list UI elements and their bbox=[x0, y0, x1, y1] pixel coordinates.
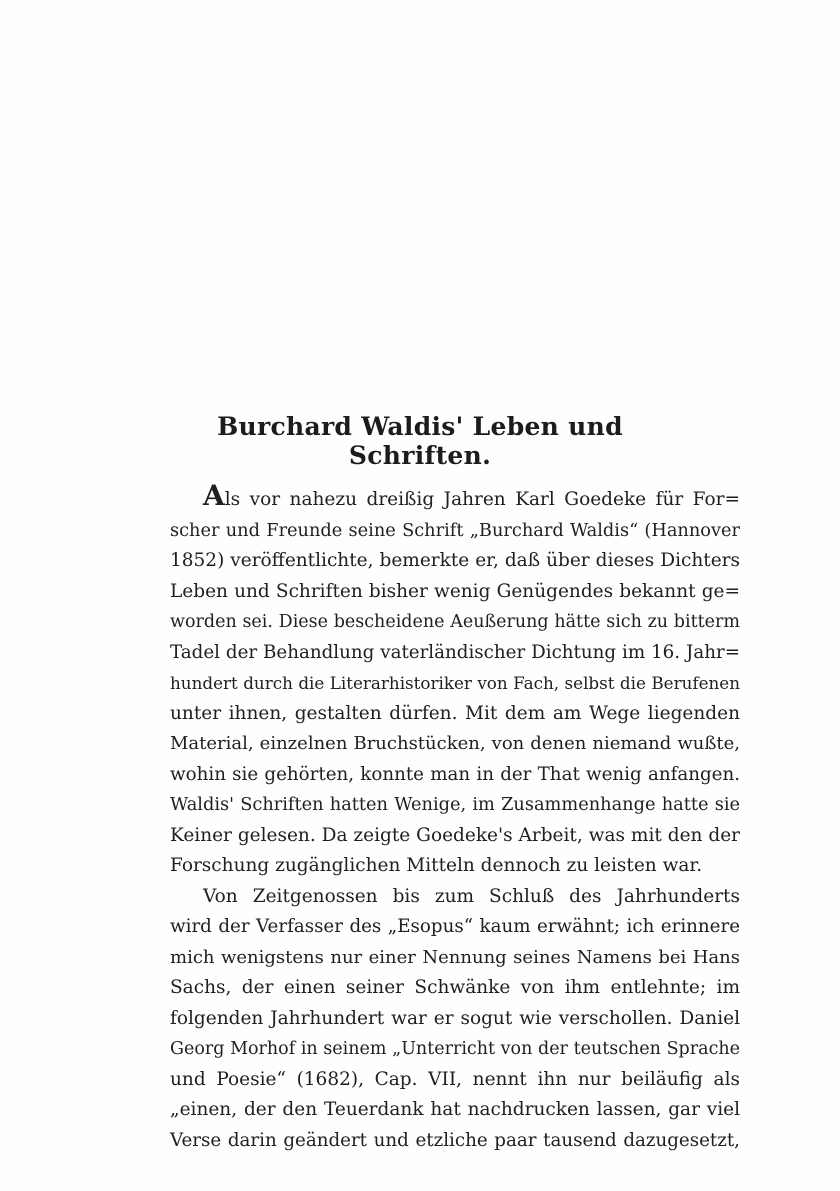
initial-letter: A bbox=[203, 479, 225, 512]
text-line: Waldis' Schriften hatten Wenige, im Zusammenhange hatte sie bbox=[170, 795, 740, 815]
text-line: wird der Verfasser des „Esopus“ kaum erwähnt; ich erinnere bbox=[170, 916, 740, 937]
text-line: Verse darin geändert und etzliche paar tausend dazugesetzt, bbox=[170, 1129, 740, 1151]
text-line: 1852) veröffentlichte, bemerkte er, daß über dieses Dichters bbox=[170, 550, 740, 571]
text-line: wohin sie gehörten, konnte man in der That wenig anfangen. bbox=[170, 763, 740, 785]
paragraph-2 bbox=[170, 882, 740, 1157]
text-line: Forschung zugänglichen Mitteln dennoch zu leisten war. bbox=[170, 855, 703, 876]
text-line: scher und Freunde seine Schrift „Burchard Waldis“ (Hannover bbox=[170, 520, 740, 541]
text-line: Leben und Schriften bisher wenig Genügendes bekannt ge= bbox=[170, 580, 740, 602]
chapter-title: Burchard Waldis' Leben und Schriften. bbox=[217, 412, 623, 470]
text-line: Georg Morhof in seinem „Unterricht von der teutschen Sprache bbox=[170, 1039, 740, 1059]
text-line: Keiner gelesen. Da zeigte Goedeke's Arbeit, was mit den der bbox=[170, 824, 740, 846]
text-line: und Poesie“ (1682), Cap. VII, nennt ihn nur beiläufig als bbox=[170, 1068, 740, 1090]
text-line: folgenden Jahrhundert war er sogut wie verschollen. Daniel bbox=[170, 1007, 740, 1029]
text-line: unter ihnen, gestalten dürfen. Mit dem am Wege liegenden bbox=[170, 702, 740, 724]
text-line: worden sei. Diese bescheidene Aeußerung hätte sich zu bitterm bbox=[170, 612, 740, 632]
text-line: „einen, der den Teuerdank hat nachdrucken lassen, gar viel bbox=[170, 1099, 740, 1120]
text-line: Als vor nahezu dreißig Jahren Karl Goedeke für For= bbox=[203, 479, 740, 512]
paragraph-1 bbox=[170, 479, 740, 882]
body-text bbox=[170, 479, 740, 1156]
text-line: hundert durch die Literarhistoriker von Fach, selbst die Berufenen bbox=[170, 673, 740, 693]
text-line: Von Zeitgenossen bis zum Schluß des Jahrhunderts bbox=[203, 885, 740, 907]
text-line: Tadel der Behandlung vaterländischer Dichtung im 16. Jahr= bbox=[170, 641, 740, 663]
text-line: Material, einzelnen Bruchstücken, von denen niemand wußte, bbox=[170, 733, 740, 754]
text-line: mich wenigstens nur einer Nennung seines Namens bei Hans bbox=[170, 946, 740, 968]
text-line: Sachs, der einen seiner Schwänke von ihm entlehnte; im bbox=[170, 977, 740, 998]
